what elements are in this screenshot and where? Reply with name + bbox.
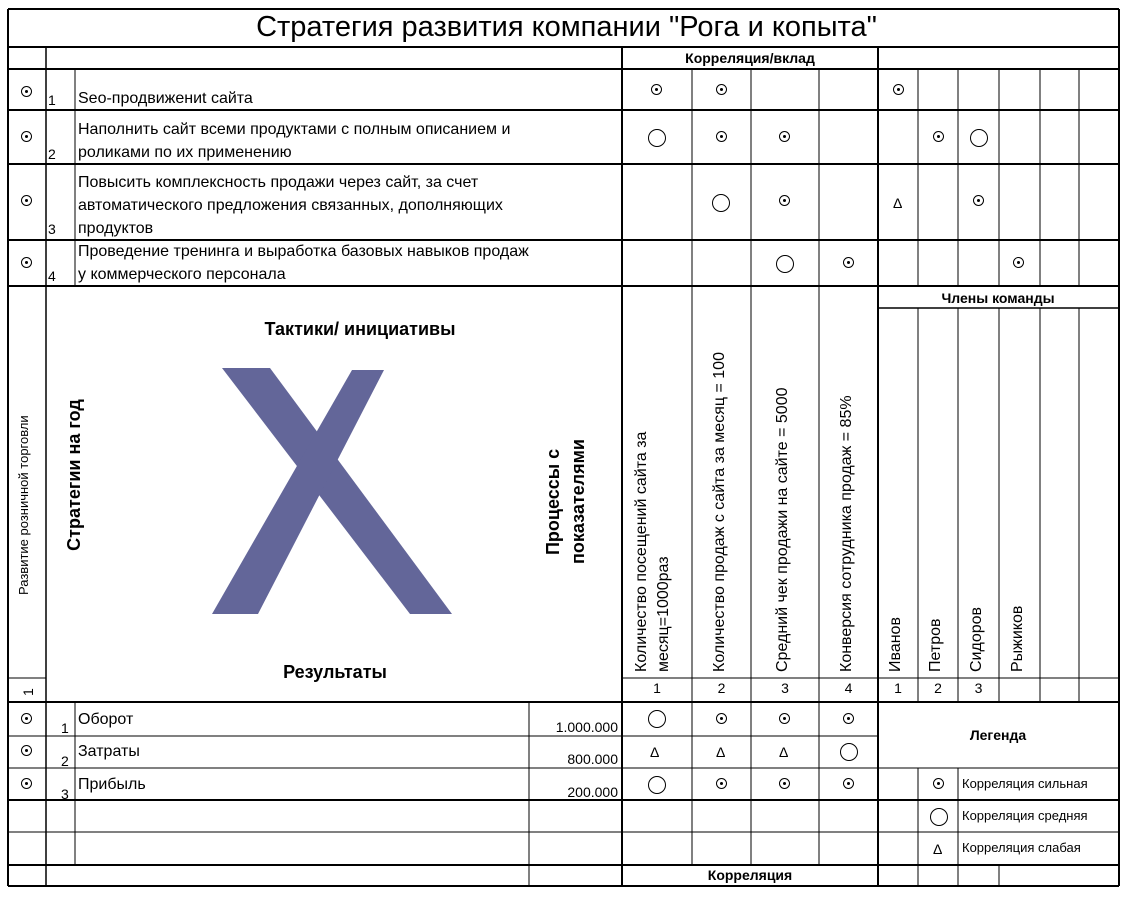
strong-correlation-icon: [651, 84, 662, 95]
medium-correlation-icon: [648, 776, 666, 794]
strong-correlation-icon: [779, 713, 790, 724]
result-value: 1.000.000: [555, 719, 618, 735]
team-number: 1: [894, 680, 902, 696]
processes-label-line-2: показателями: [568, 439, 588, 564]
strong-correlation-icon: [21, 713, 32, 724]
team-member-3-name: Сидоров: [968, 606, 985, 672]
tactic-text-line-1: Наполнить сайт всеми продуктами с полным описанием и: [78, 121, 511, 138]
strong-correlation-icon: [21, 86, 32, 97]
process-3-label: Средний чек продажи на сайте = 5000: [774, 387, 791, 672]
process-number: 1: [653, 680, 661, 696]
strong-correlation-icon: [1013, 257, 1024, 268]
tactic-text-line-2: у коммерческого персонала: [78, 266, 286, 283]
team-member-4-name: Рыжиков: [1009, 605, 1026, 672]
strong-correlation-icon: [21, 195, 32, 206]
result-number: 1: [61, 720, 69, 736]
medium-correlation-icon: [648, 129, 666, 147]
strong-correlation-icon: [21, 778, 32, 789]
strong-correlation-icon: [21, 745, 32, 756]
page-title: Стратегия развития компании "Рога и копыта": [256, 11, 877, 43]
strong-correlation-icon: [973, 195, 984, 206]
tactic-text-line-2: автоматического предложения связанных, дополняющих: [78, 197, 503, 214]
legend-weak-label: Корреляция слабая: [962, 840, 1081, 855]
result-name: Оборот: [78, 711, 134, 728]
strong-correlation-icon: [21, 131, 32, 142]
weak-correlation-icon: Δ: [716, 744, 726, 760]
tactic-text-line-2: роликами по их применению: [78, 144, 292, 161]
legend-title: Легенда: [969, 727, 1027, 743]
team-number: 3: [974, 680, 983, 696]
strong-correlation-icon: [779, 778, 790, 789]
tactic-number: 3: [48, 221, 56, 237]
process-1-line-2: месяц=1000раз: [655, 556, 672, 672]
legend-medium-label: Корреляция средняя: [962, 808, 1088, 823]
legend-weak-icon: Δ: [933, 841, 943, 857]
result-number: 2: [61, 753, 69, 769]
process-4-label: Конверсия сотрудника продаж = 85%: [838, 395, 855, 672]
strong-correlation-icon: [893, 84, 904, 95]
strategy-number: 1: [20, 688, 36, 696]
tactic-number: 1: [48, 92, 56, 108]
process-2-label: Количество продаж с сайта за месяц = 100: [711, 352, 728, 672]
strong-correlation-icon: [21, 257, 32, 268]
medium-correlation-icon: [648, 710, 666, 728]
strategies-label: Стратегии на год: [64, 399, 84, 551]
medium-correlation-icon: [776, 255, 794, 273]
processes-label-line-1: Процессы с: [543, 448, 563, 555]
weak-correlation-icon: Δ: [650, 744, 660, 760]
strong-correlation-icon: [779, 195, 790, 206]
medium-correlation-icon: [840, 743, 858, 761]
header-correlation: Корреляция/вклад: [685, 50, 815, 66]
tactic-text-line-1: Повысить комплексность продажи через сайт, за счет: [78, 174, 479, 191]
strong-correlation-icon: [843, 778, 854, 789]
legend-strong-label: Корреляция сильная: [962, 776, 1088, 791]
x-mark: [200, 360, 470, 620]
tactic-number: 2: [48, 146, 56, 162]
footer-correlation: Корреляция: [707, 867, 793, 883]
tactic-number: 4: [48, 268, 56, 284]
strong-correlation-icon: [716, 778, 727, 789]
strong-correlation-icon: [933, 131, 944, 142]
legend-medium-icon: [930, 808, 948, 826]
strong-correlation-icon: [716, 84, 727, 95]
team-header: Члены команды: [941, 290, 1055, 306]
weak-correlation-icon: Δ: [893, 195, 903, 211]
strong-correlation-icon: [716, 131, 727, 142]
strong-correlation-icon: [779, 131, 790, 142]
process-number: 3: [781, 680, 789, 696]
tactic-text: Seo-продвижениt сайта: [78, 90, 253, 107]
strong-correlation-icon: [843, 257, 854, 268]
team-member-1-name: Иванов: [887, 617, 904, 672]
result-number: 3: [61, 786, 69, 802]
tactic-text-line-1: Проведение тренинга и выработка базовых навыков продаж: [78, 243, 529, 260]
weak-correlation-icon: Δ: [779, 744, 789, 760]
medium-correlation-icon: [712, 194, 730, 212]
strategy-text: Развитие розничной торговли: [16, 415, 31, 595]
strong-correlation-icon: [716, 713, 727, 724]
strong-correlation-icon: [843, 713, 854, 724]
result-value: 200.000: [567, 784, 618, 800]
team-number: 2: [934, 680, 942, 696]
result-value: 800.000: [567, 751, 618, 767]
tactics-label: Тактики/ инициативы: [264, 319, 456, 339]
legend-strong-icon: [933, 778, 944, 789]
medium-correlation-icon: [970, 129, 988, 147]
result-name: Прибыль: [78, 776, 146, 793]
process-number: 4: [844, 680, 853, 696]
tactic-text-line-3: продуктов: [78, 220, 154, 237]
process-number: 2: [717, 680, 726, 696]
results-label: Результаты: [283, 662, 387, 682]
process-1-line-1: Количество посещений сайта за: [633, 431, 650, 672]
team-member-2-name: Петров: [927, 618, 944, 672]
result-name: Затраты: [78, 743, 140, 760]
